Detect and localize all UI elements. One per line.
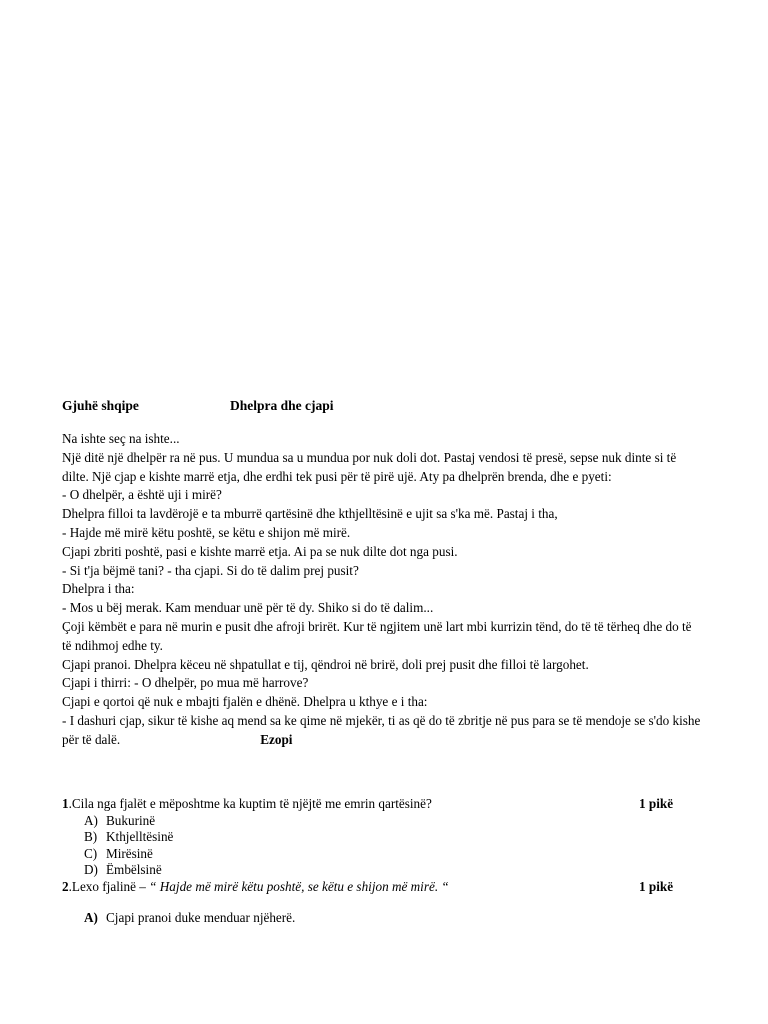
story-line: Cjapi pranoi. Dhelpra këceu në shpatullat e tij, qëndroi në brirë, doli prej pusit dhe filloi të largohet. — [62, 656, 589, 672]
story-line: - Hajde më mirë këtu poshtë, se këtu e shijon më mirë. — [62, 524, 351, 540]
option-text: Cjapi pranoi duke menduar njëherë. — [106, 910, 296, 925]
option-text: Bukurinë — [106, 812, 156, 828]
question-1-number: 1 — [62, 796, 69, 811]
story-line: Na ishte seç na ishte... — [62, 431, 180, 446]
option-a[interactable] — [84, 813, 722, 830]
option-text: Kthjelltësinë — [106, 829, 174, 844]
option-text: Mirësinë — [106, 845, 153, 861]
option-c[interactable] — [84, 846, 722, 863]
question-1 — [62, 796, 722, 813]
question-1-text: .Cila nga fjalët e mëposhtme ka kuptim të njëjtë me emrin qartësinë? — [68, 796, 432, 811]
option-b[interactable] — [84, 829, 722, 846]
option-d[interactable] — [84, 862, 722, 879]
option-letter: B) — [84, 829, 98, 844]
story-line: Çoji këmbët e para në murin e pusit dhe afroji brirët. Kur të ngjitem unë lart mbi kurrizin tënd, do të të tërheq dhe do të të ndihmoj edhe ty. — [62, 618, 692, 653]
story-line: - Si t'ja bëjmë tani? - tha cjapi. Si do të dalim prej pusit? — [62, 562, 359, 578]
questions-section — [62, 796, 722, 927]
story-line-last — [62, 712, 702, 750]
story-title: Dhelpra dhe cjapi — [230, 398, 334, 413]
story-line: Dhelpra filloi ta lavdërojë e ta mburrë qartësinë dhe kthjelltësinë e ujit sa s'ka më. Pastaj i tha, — [62, 506, 558, 522]
story-line: - O dhelpër, a është uji i mirë? — [62, 487, 222, 503]
story-text — [62, 430, 702, 750]
question-2-points: 1 pikë — [639, 878, 674, 894]
option-letter: A) — [84, 910, 98, 925]
question-1-points: 1 pikë — [639, 796, 674, 811]
question-2-quote: “ Hajde më mirë këtu poshtë, se këtu e shijon më mirë. “ — [149, 878, 449, 894]
option-text: Ëmbëlsinë — [106, 862, 162, 877]
option-letter: C) — [84, 845, 98, 861]
question-2-text: .Lexo fjalinë – — [68, 878, 150, 894]
option-letter: A) — [84, 812, 98, 828]
story-line: - Mos u bëj merak. Kam menduar unë për të dy. Shiko si do të dalim... — [62, 600, 434, 616]
story-line: Një ditë një dhelpër ra në pus. U mundua sa u mundua por nuk doli dot. Pastaj vendosi të presë, sepse nuk dinte si të dilte. Një cjap e kishte marrë etja, dhe erdhi tek pusi për të pirë ujë. Aty pa dhelprën brenda, dhe e pyeti: — [62, 449, 677, 484]
question-2-number: 2 — [62, 878, 69, 894]
story-author: Ezopi — [260, 731, 293, 747]
question-2-option-a[interactable] — [62, 910, 722, 927]
story-line-text: - I dashuri cjap, sikur të kishe aq mend sa ke qime në mjekër, ti as që do të zbritje në pus para se të mendoje se s'do kishe për të dalë. — [62, 712, 701, 747]
question-2 — [62, 879, 722, 896]
document-header — [62, 397, 702, 417]
option-letter: D) — [84, 862, 98, 877]
story-line: Dhelpra i tha: — [62, 581, 135, 597]
question-1-options — [62, 813, 722, 879]
subject-label: Gjuhë shqipe — [62, 398, 139, 413]
story-line: Cjapi zbriti poshtë, pasi e kishte marrë etja. Ai pa se nuk dilte dot nga pusi. — [62, 543, 458, 559]
story-line: Cjapi e qortoi që nuk e mbajti fjalën e dhënë. Dhelpra u kthye e i tha: — [62, 694, 428, 710]
document-body — [62, 397, 702, 750]
story-line: Cjapi i thirri: - O dhelpër, po mua më harrove? — [62, 675, 309, 691]
